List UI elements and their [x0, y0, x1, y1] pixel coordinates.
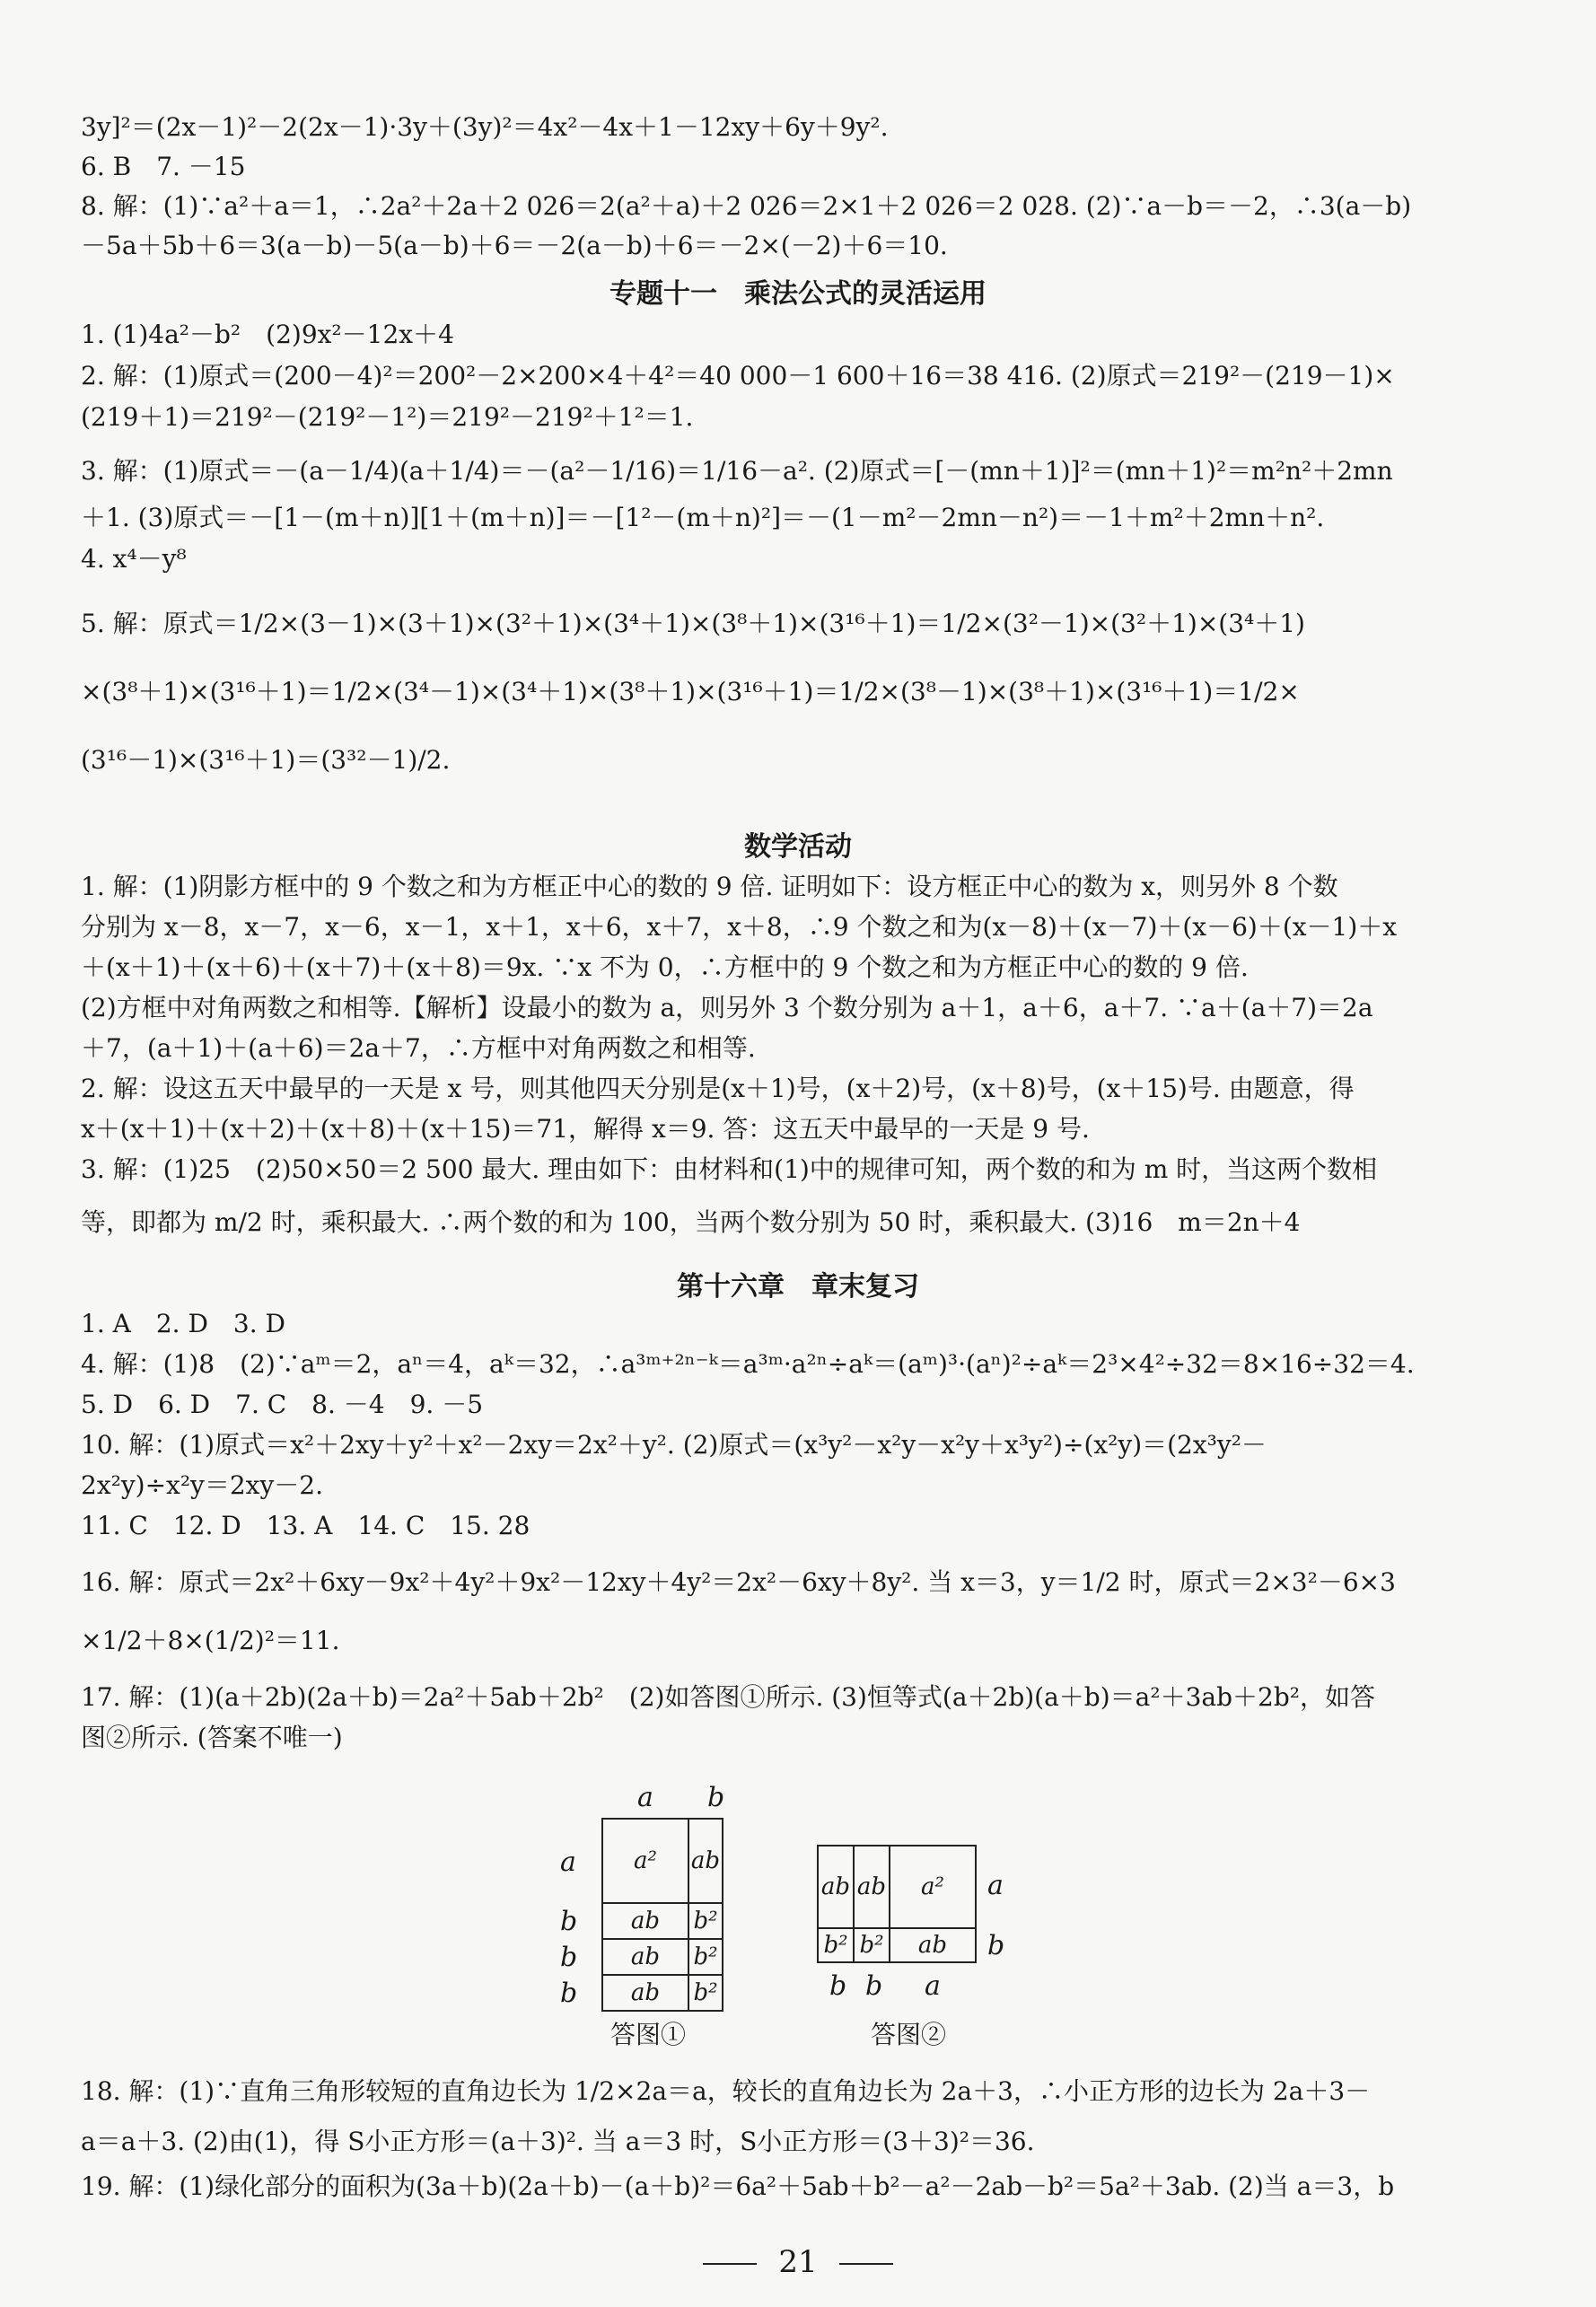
fig2-cell-b2: b²: [853, 1927, 890, 1963]
text-line: x＋(x＋1)＋(x＋2)＋(x＋8)＋(x＋15)＝71，解得 x＝9. 答：这五天中最早的一天是 9 号.: [81, 1114, 1090, 1144]
text-line: ＋(x＋1)＋(x＋6)＋(x＋7)＋(x＋8)＝9x. ∵x 不为 0，∴方框中的 9 个数之和为方框正中心的数的 9 倍.: [81, 952, 1249, 982]
fig1-side-label-b: b: [560, 1978, 578, 2009]
text-line: 3. 解：(1)25 (2)50×50＝2 500 最大. 理由如下：由材料和(1)中的规律可知，两个数的和为 m 时，当这两个数相: [81, 1154, 1378, 1184]
text-block-2: [81, 866, 1517, 1242]
text-line: 1. 解：(1)阴影方框中的 9 个数之和为方框正中心的数的 9 倍. 证明如下：设方框正中心的数为 x，则另外 8 个数: [81, 872, 1338, 901]
fig1-cell-ab: ab: [601, 1938, 689, 1976]
fig1-cell-b2: b²: [688, 1938, 723, 1976]
fig2-right-label-a: a: [987, 1870, 1004, 1901]
fig2-right-label-b: b: [987, 1930, 1005, 1961]
fig1-cell-ab: ab: [688, 1818, 723, 1904]
text-line: 10. 解：(1)原式＝x²＋2xy＋y²＋x²－2xy＝2x²＋y². (2)原式＝(x³y²－x²y－x²y＋x³y²)÷(x²y)＝(2x³y²－: [81, 1430, 1267, 1460]
fig1-top-label-b: b: [707, 1782, 725, 1813]
text-line: 2. 解：(1)原式＝(200－4)²＝200²－2×200×4＋4²＝40 000－1 600＋16＝38 416. (2)原式＝219²－(219－1)×: [81, 361, 1395, 390]
fig2-cell-b2: b²: [817, 1927, 855, 1963]
fig2-cell-ab: ab: [817, 1845, 855, 1929]
text-line: ×1/2＋8×(1/2)²＝11.: [81, 1626, 340, 1655]
fig2-bottom-label-a: a: [925, 1970, 941, 2002]
text-line: 等，即都为 m/2 时，乘积最大. ∴两个数的和为 100，当两个数分别为 50 时，乘积最大. (3)16 m＝2n＋4: [81, 1207, 1301, 1237]
text-line: 2. 解：设这五天中最早的一天是 x 号，则其他四天分别是(x＋1)号，(x＋2)号，(x＋8)号，(x＋15)号. 由题意，得: [81, 1074, 1355, 1103]
text-line: 4. x⁴－y⁸: [81, 544, 187, 574]
text-line: ＋1. (3)原式＝－[1－(m＋n)][1＋(m＋n)]＝－[1²－(m＋n)²]＝－(1－m²－2mn－n²)＝－1＋m²＋2mn＋n².: [81, 503, 1325, 532]
text-line: 18. 解：(1)∵直角三角形较短的直角边长为 1/2×2a＝a，较长的直角边长为 2a＋3，∴小正方形的边长为 2a＋3－: [81, 2076, 1371, 2106]
text-block-3: [81, 1303, 1517, 1758]
fig2-caption: 答图②: [871, 2020, 947, 2049]
text-block-0: [81, 108, 1517, 266]
text-line: 5. D 6. D 7. C 8. －4 9. －5: [81, 1390, 484, 1419]
answer-figure-2: [817, 1845, 1050, 2056]
text-line: 4. 解：(1)8 (2)∵aᵐ＝2，aⁿ＝4，aᵏ＝32，∴a³ᵐ⁺²ⁿ⁻ᵏ＝a³ᵐ·a²ⁿ÷aᵏ＝(aᵐ)³·(aⁿ)²÷aᵏ＝2³×4²÷32＝8×16÷32＝4.: [81, 1349, 1415, 1379]
text-line: ＋7，(a＋1)＋(a＋6)＝2a＋7，∴方框中对角两数之和相等.: [81, 1033, 756, 1063]
text-line: 3. 解：(1)原式＝－(a－1/4)(a＋1/4)＝－(a²－1/16)＝1/16－a². (2)原式＝[－(mn＋1)]²＝(mn＋1)²＝m²n²＋2mn: [81, 456, 1393, 486]
fig1-side-label-a: a: [560, 1846, 576, 1878]
page-number-row: [0, 2244, 1596, 2280]
section-heading-1: 专题十一 乘法公式的灵活运用: [609, 278, 987, 310]
fig1-cell-a2: a²: [601, 1818, 689, 1904]
section-heading-3: 第十六章 章末复习: [677, 1271, 919, 1303]
text-block-1: [81, 314, 1517, 781]
text-line: －5a＋5b＋6＝3(a－b)－5(a－b)＋6＝－2(a－b)＋6＝－2×(－2)＋6＝10.: [81, 231, 948, 260]
text-line: 分别为 x－8，x－7，x－6，x－1，x＋1，x＋6，x＋7，x＋8，∴9 个数之和为(x－8)＋(x－7)＋(x－6)＋(x－1)＋x: [81, 912, 1398, 942]
text-line: 17. 解：(1)(a＋2b)(2a＋b)＝2a²＋5ab＋2b² (2)如答图①所示. (3)恒等式(a＋2b)(a＋b)＝a²＋3ab＋2b²，如答: [81, 1682, 1375, 1712]
fig1-top-label-a: a: [637, 1782, 653, 1813]
text-line: 3y]²＝(2x－1)²－2(2x－1)·3y＋(3y)²＝4x²－4x＋1－12xy＋6y＋9y².: [81, 112, 889, 142]
text-line: 11. C 12. D 13. A 14. C 15. 28: [81, 1511, 531, 1540]
text-line: 图②所示. (答案不唯一): [81, 1723, 343, 1752]
text-line: (219＋1)＝219²－(219²－1²)＝219²－219²＋1²＝1.: [81, 402, 694, 432]
fig1-cell-b2: b²: [688, 1902, 723, 1940]
text-line: ×(3⁸＋1)×(3¹⁶＋1)＝1/2×(3⁴－1)×(3⁴＋1)×(3⁸＋1)×(3¹⁶＋1)＝1/2×(3⁸－1)×(3⁸＋1)×(3¹⁶＋1)＝1/2×: [81, 677, 1300, 706]
fig2-bottom-label-b: b: [865, 1970, 883, 2002]
text-block-4: [81, 2069, 1517, 2209]
fig1-cell-ab: ab: [601, 1974, 689, 2012]
section-heading-2: 数学活动: [744, 831, 852, 863]
answer-figure-1: [560, 1782, 790, 2051]
page-number: 21: [778, 2244, 818, 2280]
text-line: 1. A 2. D 3. D: [81, 1309, 285, 1338]
fig1-side-label-b: b: [560, 1906, 578, 1937]
fig2-cell-ab: ab: [889, 1927, 977, 1963]
fig1-caption: 答图①: [610, 2020, 687, 2049]
text-line: 19. 解：(1)绿化部分的面积为(3a＋b)(2a＋b)－(a＋b)²＝6a²＋5ab＋b²－a²－2ab－b²＝5a²＋3ab. (2)当 a＝3，b: [81, 2171, 1395, 2201]
dash-right: [839, 2263, 893, 2265]
fig2-bottom-label-b: b: [829, 1970, 847, 2002]
text-line: 1. (1)4a²－b² (2)9x²－12x＋4: [81, 320, 454, 349]
text-line: 5. 解：原式＝1/2×(3－1)×(3＋1)×(3²＋1)×(3⁴＋1)×(3⁸＋1)×(3¹⁶＋1)＝1/2×(3²－1)×(3²＋1)×(3⁴＋1): [81, 609, 1305, 638]
text-line: 6. B 7. －15: [81, 152, 246, 181]
text-line: (3¹⁶－1)×(3¹⁶＋1)＝(3³²－1)/2.: [81, 745, 451, 775]
text-line: 8. 解：(1)∵a²＋a＝1，∴2a²＋2a＋2 026＝2(a²＋a)＋2 026＝2×1＋2 026＝2 028. (2)∵a－b＝－2，∴3(a－b): [81, 191, 1412, 221]
fig1-cell-ab: ab: [601, 1902, 689, 1940]
text-line: a＝a＋3. (2)由(1)，得 S小正方形＝(a＋3)². 当 a＝3 时，S小正方形＝(3＋3)²＝36.: [81, 2127, 1035, 2156]
fig2-cell-ab: ab: [853, 1845, 890, 1929]
fig2-cell-a2: a²: [889, 1845, 977, 1929]
fig1-side-label-b: b: [560, 1942, 578, 1973]
dash-left: [703, 2263, 757, 2265]
text-line: 2x²y)÷x²y＝2xy－2.: [81, 1470, 324, 1500]
text-line: 16. 解：原式＝2x²＋6xy－9x²＋4y²＋9x²－12xy＋4y²＝2x²－6xy＋8y². 当 x＝3，y＝1/2 时，原式＝2×3²－6×3: [81, 1567, 1396, 1597]
fig1-cell-b2: b²: [688, 1974, 723, 2012]
text-line: (2)方框中对角两数之和相等.【解析】设最小的数为 a，则另外 3 个数分别为 a＋1，a＋6，a＋7. ∵a＋(a＋7)＝2a: [81, 993, 1373, 1022]
